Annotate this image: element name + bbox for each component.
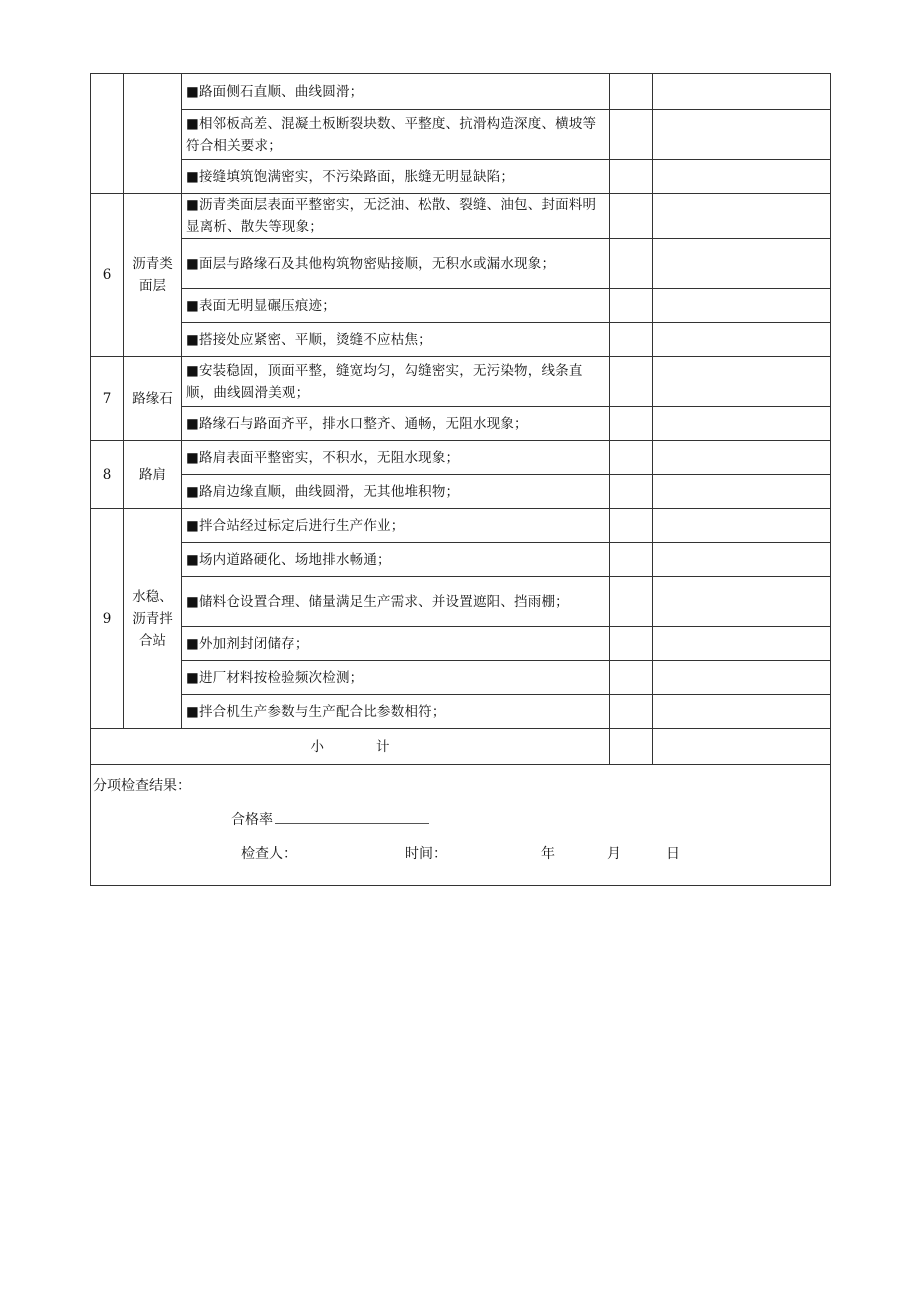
table-row	[91, 194, 831, 239]
check-item: ■路缘石与路面齐平，排水口整齐、通畅，无阻水现象；	[182, 407, 610, 441]
inspection-table	[90, 73, 831, 886]
pass-rate-label: 合格率	[231, 812, 273, 828]
check-item: ■拌合机生产参数与生产配合比参数相符；	[182, 695, 610, 729]
check-item: ■进厂材料按检验频次检测；	[182, 661, 610, 695]
subtotal-row	[91, 729, 831, 765]
day-label: 日	[666, 846, 680, 862]
score-cell[interactable]	[610, 323, 653, 357]
result-cell	[91, 765, 831, 886]
result-label: 分项检查结果：	[93, 778, 191, 794]
item-number-cell: 9	[91, 509, 124, 729]
check-item: ■搭接处应紧密、平顺，烫缝不应枯焦；	[182, 323, 610, 357]
inspection-form	[90, 73, 830, 886]
table-row	[91, 441, 831, 475]
remark-cell[interactable]	[653, 160, 831, 194]
item-number-cell	[91, 74, 124, 194]
remark-cell[interactable]	[653, 661, 831, 695]
check-item: ■储料仓设置合理、储量满足生产需求、并设置遮阳、挡雨棚；	[182, 577, 610, 627]
remark-cell[interactable]	[653, 289, 831, 323]
table-row	[91, 407, 831, 441]
item-number-cell: 7	[91, 357, 124, 441]
inspection-table-body	[91, 74, 831, 886]
table-row	[91, 110, 831, 160]
score-cell[interactable]	[610, 357, 653, 407]
remark-cell[interactable]	[653, 441, 831, 475]
table-row	[91, 627, 831, 661]
table-row	[91, 543, 831, 577]
subtotal-label	[91, 729, 610, 765]
score-cell[interactable]	[610, 407, 653, 441]
table-row	[91, 74, 831, 110]
score-cell[interactable]	[610, 289, 653, 323]
score-cell[interactable]	[610, 661, 653, 695]
pass-rate	[231, 809, 429, 831]
remark-cell[interactable]	[653, 323, 831, 357]
remark-cell[interactable]	[653, 577, 831, 627]
subtotal-left: 小	[310, 738, 324, 755]
check-item: ■表面无明显碾压痕迹；	[182, 289, 610, 323]
remark-cell[interactable]	[653, 627, 831, 661]
check-item: ■拌合站经过标定后进行生产作业；	[182, 509, 610, 543]
check-item: ■安装稳固，顶面平整，缝宽均匀，勾缝密实，无污染物，线条直顺，曲线圆滑美观；	[182, 357, 610, 407]
check-item: ■路肩边缘直顺，曲线圆滑，无其他堆积物；	[182, 475, 610, 509]
time-label: 时间：	[405, 846, 447, 862]
check-item: ■路面侧石直顺、曲线圆滑；	[182, 74, 610, 110]
score-cell[interactable]	[610, 577, 653, 627]
remark-cell[interactable]	[653, 729, 831, 765]
remark-cell[interactable]	[653, 475, 831, 509]
month-label: 月	[607, 846, 621, 862]
category-cell: 沥青类面层	[124, 194, 182, 357]
check-item: ■沥青类面层表面平整密实，无泛油、松散、裂缝、油包、封面料明显离析、散失等现象；	[182, 194, 610, 239]
pass-rate-field[interactable]	[275, 809, 429, 824]
check-item: ■面层与路缘石及其他构筑物密贴接顺，无积水或漏水现象；	[182, 239, 610, 289]
remark-cell[interactable]	[653, 357, 831, 407]
score-cell[interactable]	[610, 74, 653, 110]
category-cell: 路肩	[124, 441, 182, 509]
table-row	[91, 509, 831, 543]
remark-cell[interactable]	[653, 509, 831, 543]
score-cell[interactable]	[610, 160, 653, 194]
check-item: ■相邻板高差、混凝土板断裂块数、平整度、抗滑构造深度、横坡等符合相关要求；	[182, 110, 610, 160]
remark-cell[interactable]	[653, 74, 831, 110]
remark-cell[interactable]	[653, 239, 831, 289]
table-row	[91, 661, 831, 695]
table-row	[91, 577, 831, 627]
table-row	[91, 323, 831, 357]
score-cell[interactable]	[610, 239, 653, 289]
check-item: ■场内道路硬化、场地排水畅通；	[182, 543, 610, 577]
item-number-cell: 8	[91, 441, 124, 509]
table-row	[91, 357, 831, 407]
category-cell: 水稳、沥青拌合站	[124, 509, 182, 729]
item-number-cell: 6	[91, 194, 124, 357]
remark-cell[interactable]	[653, 695, 831, 729]
subtotal-right: 计	[376, 738, 390, 755]
table-row	[91, 475, 831, 509]
result-row	[91, 765, 831, 886]
check-item: ■路肩表面平整密实，不积水，无阻水现象；	[182, 441, 610, 475]
remark-cell[interactable]	[653, 543, 831, 577]
score-cell[interactable]	[610, 194, 653, 239]
year-label: 年	[541, 846, 555, 862]
score-cell[interactable]	[610, 475, 653, 509]
score-cell[interactable]	[610, 627, 653, 661]
score-cell[interactable]	[610, 543, 653, 577]
table-row	[91, 289, 831, 323]
table-row	[91, 160, 831, 194]
category-cell: 路缘石	[124, 357, 182, 441]
table-row	[91, 695, 831, 729]
check-item: ■外加剂封闭储存；	[182, 627, 610, 661]
score-cell[interactable]	[610, 441, 653, 475]
remark-cell[interactable]	[653, 407, 831, 441]
remark-cell[interactable]	[653, 194, 831, 239]
category-cell	[124, 74, 182, 194]
score-cell[interactable]	[610, 110, 653, 160]
remark-cell[interactable]	[653, 110, 831, 160]
score-cell[interactable]	[610, 695, 653, 729]
table-row	[91, 239, 831, 289]
score-cell[interactable]	[610, 509, 653, 543]
inspector-label: 检查人：	[241, 846, 297, 862]
check-item: ■接缝填筑饱满密实，不污染路面，胀缝无明显缺陷；	[182, 160, 610, 194]
score-cell[interactable]	[610, 729, 653, 765]
